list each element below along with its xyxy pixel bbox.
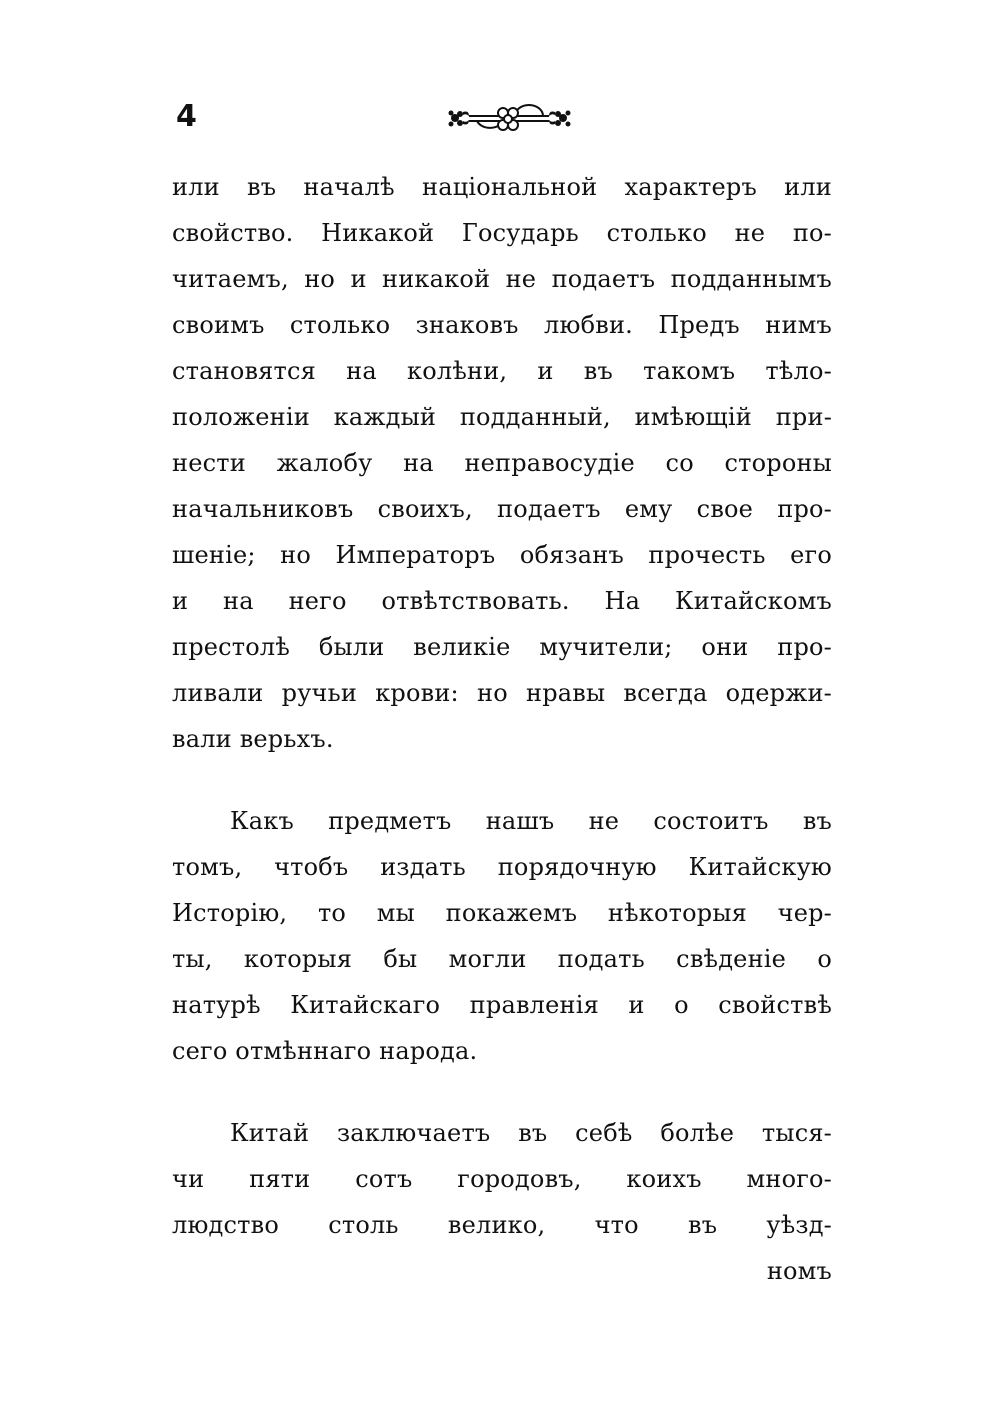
- text-line: Китай заключаетъ въ себѣ болѣе тыся-: [230, 1119, 832, 1147]
- floral-headpiece-ornament-icon: [445, 104, 575, 136]
- page-number: 4: [176, 99, 197, 134]
- page-body-text: [172, 164, 832, 1294]
- text-line: Какъ предметъ нашъ не состоитъ въ: [230, 807, 832, 835]
- text-line: становятся на колѣни, и въ такомъ тѣло-: [172, 357, 832, 385]
- text-line: начальниковъ своихъ, подаетъ ему свое про-: [172, 495, 832, 523]
- text-line: читаемъ, но и никакой не подаетъ подданнымъ: [172, 265, 832, 293]
- text-line: престолѣ были великіе мучители; они про-: [172, 633, 832, 661]
- paragraph-1: [172, 164, 832, 762]
- text-line: ты, которыя бы могли подать свѣденіе о: [172, 945, 832, 973]
- text-line: шеніе; но Императоръ обязанъ прочесть его: [172, 541, 832, 569]
- text-line: вали верьхъ.: [172, 725, 334, 753]
- paragraph-3: [172, 1110, 832, 1294]
- paragraph-2: [172, 798, 832, 1074]
- text-line: нести жалобу на неправосудіе со стороны: [172, 449, 832, 477]
- text-line: ливали ручьи крови: но нравы всегда одержи-: [172, 679, 832, 707]
- text-line: или въ началѣ національной характеръ или: [172, 173, 832, 201]
- paragraph-gap: [172, 1074, 832, 1110]
- text-line: чи пяти сотъ городовъ, коихъ много-: [172, 1165, 832, 1193]
- text-line: положеніи каждый подданный, имѣющій при-: [172, 403, 832, 431]
- text-line: натурѣ Китайскаго правленія и о свойствѣ: [172, 991, 832, 1019]
- text-line: свойство. Никакой Государь столько не по-: [172, 219, 832, 247]
- text-line: своимъ столько знаковъ любви. Предъ нимъ: [172, 311, 832, 339]
- catchword: номъ: [766, 1257, 832, 1285]
- text-line: и на него отвѣтствовать. На Китайскомъ: [172, 587, 832, 615]
- paragraph-gap: [172, 762, 832, 798]
- text-line: людство столь велико, что въ уѣзд-: [172, 1211, 832, 1239]
- text-line: сего отмѣннаго народа.: [172, 1037, 478, 1065]
- text-line: томъ, чтобъ издать порядочную Китайскую: [172, 853, 832, 881]
- text-line: Исторію, то мы покажемъ нѣкоторыя чер-: [172, 899, 832, 927]
